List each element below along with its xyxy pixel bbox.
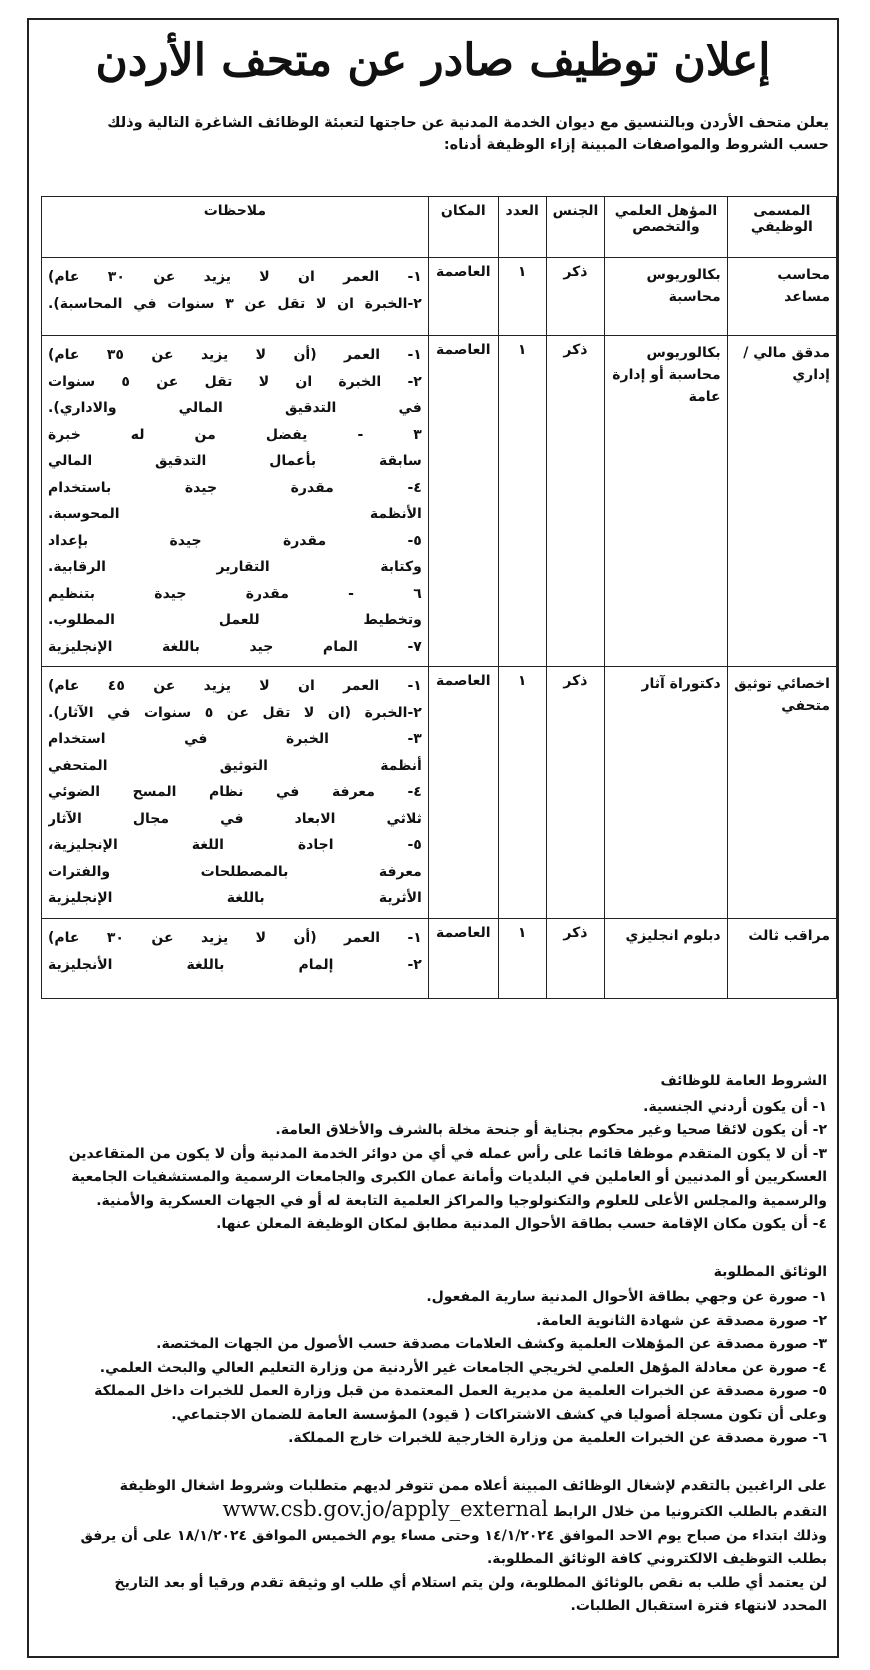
closing-line: المحدد لانتهاء فترة استقبال الطلبات. — [570, 1598, 827, 1614]
notes-cell — [42, 667, 429, 919]
document-item: ٦- صورة مصدقة عن الخبرات العلمية من وزارة الخارجية للخبرات خارج المملكة. — [288, 1430, 827, 1446]
note-line: ٢- الخبرة ان لا تقل عن ٥ سنوات — [48, 373, 422, 390]
apply-url-link[interactable]: www.csb.gov.jo/apply_external — [222, 1497, 549, 1521]
intro-line: يعلن متحف الأردن وبالتنسيق مع ديوان الخدمة المدنية عن حاجتها لتعبئة الوظائف الشاغرة التالية وذلك — [107, 115, 829, 131]
note-line: سابقة بأعمال التدقيق المالي — [48, 453, 422, 469]
condition-item: ٤- أن يكون مكان الإقامة حسب بطاقة الأحوال المدنية مطابق لمكان الوظيفة المعلن عنها. — [216, 1216, 827, 1232]
note-line: ٦ - مقدرة جيدة بتنظيم — [48, 585, 422, 602]
note-line: ٤- معرفة في نظام المسح الضوئي — [48, 784, 422, 800]
job-announcement — [27, 18, 839, 1658]
document-item: ٥- صورة مصدقة عن الخبرات العلمية من مديرية العمل المعتمدة من قبل وزارة العمل للخبرات داخل المملكة — [94, 1383, 827, 1399]
note-line: ٤- مقدرة جيدة باستخدام — [48, 479, 422, 496]
notes-cell — [42, 336, 429, 667]
note-line: معرفة بالمصطلحات والفترات — [48, 863, 422, 880]
gender-cell: ذكر — [546, 336, 605, 667]
closing-line: وذلك ابتداء من صباح يوم الاحد الموافق ١٤/١/٢٠٢٤ وحتى مساء يوم الخميس الموافق ١٨/١/٢٠٢٤ على أن يرفق — [80, 1527, 827, 1544]
document-item: وعلى أن تكون مسجلة أصوليا في كشف الاشتراكات ( قيود) المؤسسة العامة للضمان الاجتماعي. — [171, 1406, 827, 1423]
header-place: المكان — [428, 197, 498, 258]
table-row — [42, 919, 837, 999]
general-conditions-title: الشروط العامة للوظائف — [660, 1073, 827, 1089]
gender-cell: ذكر — [546, 919, 605, 999]
qualification-cell: دبلوم انجليزي — [605, 919, 727, 999]
intro-line: حسب الشروط والمواصفات المبينة إزاء الوظيفة أدناه: — [443, 137, 829, 153]
closing-link-text: التقدم بالطلب الكترونيا من خلال الرابط — [552, 1504, 827, 1520]
job-title-cell: مدقق مالي / إداري — [727, 336, 836, 667]
note-line: ٢- إلمام باللغة الأنجليزية — [48, 956, 422, 973]
job-title-cell: مراقب ثالث — [727, 919, 836, 999]
notes-cell — [42, 919, 429, 999]
place-cell: العاصمة — [428, 919, 498, 999]
note-line: ١- العمر (أن لا يزيد عن ٣٠ عام) — [48, 930, 422, 946]
closing-paragraph — [37, 1475, 827, 1619]
note-line: الأثرية باللغة الإنجليزية — [48, 890, 422, 906]
table-row — [42, 667, 837, 919]
notes-cell — [42, 258, 429, 336]
document-item: ١- صورة عن وجهي بطاقة الأحوال المدنية سارية المفعول. — [426, 1289, 827, 1305]
table-row — [42, 336, 837, 667]
condition-item: والرسمية والمجلس الأعلى للعلوم والتكنولوجيا والمراكز العلمية التابعة له أو في الجهات العسكرية والأمنية. — [96, 1192, 827, 1209]
note-line: ١- العمر ان لا يزيد عن ٣٠ عام) — [48, 269, 422, 285]
note-line: ٧- المام جيد باللغة الإنجليزية — [48, 638, 422, 655]
closing-line — [37, 1498, 827, 1525]
place-cell: العاصمة — [428, 667, 498, 919]
note-line: وكتابة التقارير الرقابية. — [48, 559, 422, 575]
condition-item: العسكريين أو المدنيين أو العاملين في البلديات وأمانة عمان الكبرى والجامعات الرسمية والمستشفيات الجامعية — [71, 1169, 827, 1185]
document-item: ٢- صورة مصدقة عن شهادة الثانوية العامة. — [536, 1312, 827, 1329]
condition-item: ١- أن يكون أردني الجنسية. — [643, 1098, 827, 1115]
place-cell: العاصمة — [428, 336, 498, 667]
note-line: الأنظمة المحوسبة. — [48, 506, 422, 522]
note-line: ٥- مقدرة جيدة بإعداد — [48, 532, 422, 549]
count-cell: ١ — [498, 258, 546, 336]
count-cell: ١ — [498, 667, 546, 919]
note-line: ١- العمر (أن لا يزيد عن ٣٥ عام) — [48, 347, 422, 363]
note-line: ٣ - يفضل من له خبرة — [48, 426, 422, 443]
qualification-cell: بكالوريوس محاسبة — [605, 258, 727, 336]
header-notes: ملاحظات — [42, 197, 429, 258]
header-title: المسمى الوظيفي — [727, 197, 836, 258]
document-item: ٤- صورة عن معادلة المؤهل العلمي لخريجي الجامعات غير الأردنية من وزارة التعليم العالي والبحث العلمي. — [99, 1359, 827, 1376]
note-line: وتخطيط للعمل المطلوب. — [48, 612, 422, 628]
table-row — [42, 258, 837, 336]
closing-line: على الراغبين بالتقدم لإشغال الوظائف المبينة أعلاه ممن تتوفر لديهم متطلبات وشروط اشغال الوظيفة — [119, 1477, 827, 1494]
note-line: ٢-الخبرة (ان لا تقل عن ٥ سنوات في الآثار). — [48, 704, 422, 721]
count-cell: ١ — [498, 919, 546, 999]
job-title-cell: محاسب مساعد — [727, 258, 836, 336]
announcement-title: إعلان توظيف صادر عن متحف الأردن — [95, 35, 771, 86]
note-line: ٣- الخبرة في استخدام — [48, 731, 422, 747]
jobs-table-wrapper — [41, 184, 835, 999]
required-documents-title: الوثائق المطلوبة — [713, 1263, 827, 1280]
condition-item: ٣- أن لا يكون المتقدم موظفا قائما على رأس عمله في أي من دوائر الخدمة المدنية وأن لا يكون من المتقاعدين — [68, 1145, 827, 1162]
header-gender: الجنس — [546, 197, 605, 258]
gender-cell: ذكر — [546, 667, 605, 919]
intro-paragraph — [29, 92, 837, 156]
document-item: ٣- صورة مصدقة عن المؤهلات العلمية وكشف العلامات مصدقة حسب الأصول من الجهات المختصة. — [156, 1336, 827, 1352]
table-header-row — [42, 197, 837, 258]
note-line: في التدقيق المالي والاداري). — [48, 400, 422, 416]
closing-line: بطلب التوظيف الالكتروني كافة الوثائق المطلوبة. — [486, 1551, 827, 1567]
header-count: العدد — [498, 197, 546, 258]
note-line: ثلاثي الابعاد في مجال الآثار — [48, 810, 422, 827]
place-cell: العاصمة — [428, 258, 498, 336]
note-line: أنظمة التوثيق المتحفي — [48, 757, 422, 774]
count-cell: ١ — [498, 336, 546, 667]
job-title-cell: اخصائي توثيق متحفي — [727, 667, 836, 919]
closing-line: لن يعتمد أي طلب به نقص بالوثائق المطلوبة، ولن يتم استلام أي طلب او وثيقة تقدم ورقيا أو بعد التاريخ — [114, 1574, 827, 1591]
note-line: ١- العمر ان لا يزيد عن ٤٥ عام) — [48, 678, 422, 694]
qualification-cell: دكتوراة آثار — [605, 667, 727, 919]
note-line: ٥- اجادة اللغة الإنجليزية، — [48, 837, 422, 853]
header-qualification: المؤهل العلمي والتخصص — [605, 197, 727, 258]
condition-item: ٢- أن يكون لائقا صحيا وغير محكوم بجناية أو جنحة مخلة بالشرف والأخلاق العامة. — [275, 1122, 827, 1138]
jobs-table — [41, 196, 837, 999]
conditions-section — [37, 1070, 827, 1619]
note-line: ٢-الخبرة ان لا تقل عن ٣ سنوات في المحاسبة). — [48, 295, 422, 312]
gender-cell: ذكر — [546, 258, 605, 336]
qualification-cell: بكالوريوس محاسبة أو إدارة عامة — [605, 336, 727, 667]
